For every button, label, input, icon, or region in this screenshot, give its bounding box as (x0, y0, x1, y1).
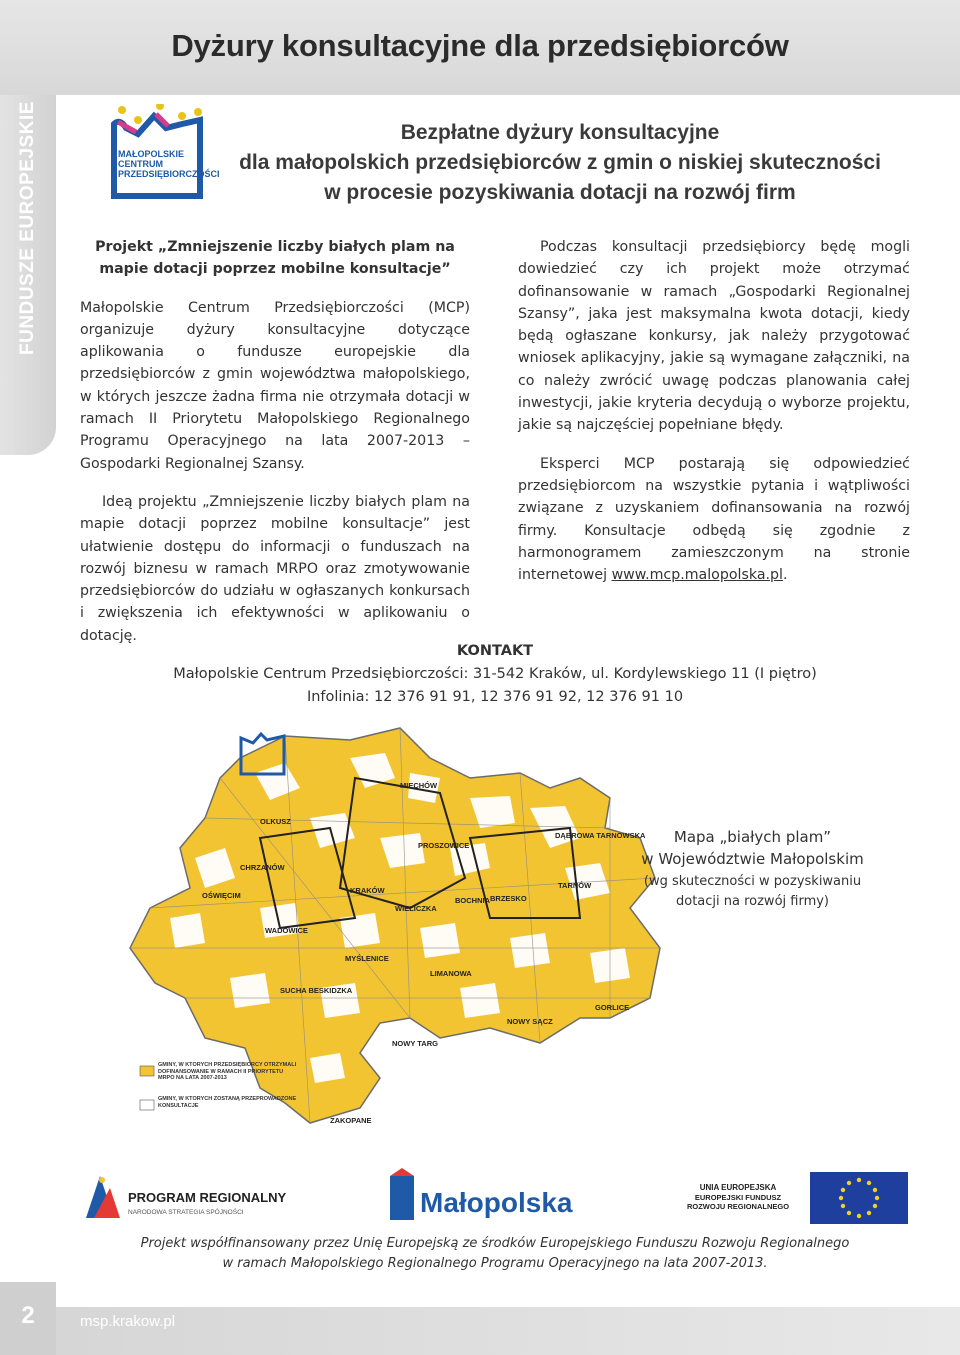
contact-block (0, 640, 960, 709)
map-label-brzesko: BRZESKO (490, 894, 527, 903)
mcp-logo-text: MAŁOPOLSKIE CENTRUM PRZEDSIĘBIORCZOŚCI (118, 149, 220, 179)
svg-text:Małopolska: Małopolska (420, 1187, 573, 1218)
map-label-wadowice: WADOWICE (265, 926, 308, 935)
map-label-nowy-sacz: NOWY SĄCZ (507, 1017, 553, 1026)
map-label-gorlice: GORLICE (595, 1003, 630, 1012)
map-label-miechow: MIECHÓW (400, 781, 438, 790)
headline: Bezpłatne dyżury konsultacyjne dla małopolskich przedsiębiorców z gmin o niskiej skuteczności w procesie pozyskiwania dotacji na rozwój firm (239, 121, 881, 204)
contact-address: Małopolskie Centrum Przedsiębiorczości: 31-542 Kraków, ul. Kordylewskiego 11 (I piętro) (173, 666, 817, 682)
left-para-2: Ideą projektu „Zmniejszenie liczby białych plam na mapie dotacji poprzez mobilne konsultacje” jest ułatwienie dostępu do informacji o funduszach na rozwój biznesu w ramach MRPO oraz zmotywowanie przedsiębiorców do udziału w ogłaszanych konkursach i zwiększenia ich efektywności w aplikowaniu o dotację. (80, 493, 470, 644)
footer-site: msp.krakow.pl (80, 1313, 176, 1330)
map-label-krakow: KRAKÓW (350, 886, 385, 895)
right-para-2: Eksperci MCP postarają się odpowiedzieć przedsiębiorcom na wszystkie pytania i wątpliwości związane z uzyskaniem dofinansowania na rozwój firmy. Konsultacje odbędą się zgodnie z harmonogramem zamieszczonym na stronie internetowej www.mcp.malopolska.pl. (518, 455, 910, 584)
map-label-wieliczka: WIELICZKA (395, 904, 437, 913)
eu-logo (687, 1172, 908, 1224)
right-para-1: Podczas konsultacji przedsiębiorcy będę mogli dowiedzieć czy ich projekt może otrzymać dofinansowanie w ramach „Gospodarki Regionalnej Szansy”, jaka jest maksymalna kwota dotacji, kiedy będą ogłaszane konkursy, jak należy przygotować wniosek aplikacyjny, jakie są wymagane załączniki, na co należy zwrócić uwagę podczas planowania całej inwestycji, jakie kryteria decydują o wyborze projektu, jakie są najczęściej popełniane błędy. (518, 239, 910, 434)
project-title: Projekt „Zmniejszenie liczby białych plam na mapie dotacji poprzez mobilne konsultacje” (95, 239, 455, 278)
map-label-olkusz: OLKUSZ (260, 817, 291, 826)
map-label-oswiecim: OŚWIĘCIM (202, 891, 241, 900)
map-label-bochnia: BOCHNIA (455, 896, 490, 905)
logo-strip (80, 1168, 910, 1228)
region-map (110, 718, 670, 1148)
svg-text:NARODOWA STRATEGIA SPÓJNOŚCI: NARODOWA STRATEGIA SPÓJNOŚCI (128, 1209, 244, 1216)
map-label-proszowice: PROSZOWICE (418, 841, 470, 850)
left-column (80, 236, 470, 663)
map-label-zakopane: ZAKOPANE (330, 1116, 372, 1125)
cofinancing-note: Projekt współfinansowany przez Unię Europejską ze środków Europejskiego Funduszu Rozwoju Regionalnego w ramach Małopolskiego Regionalnego Programu Operacyjnego na lata 2007-2013. (140, 1236, 850, 1271)
map-legend: GMINY, W KTÓRYCH PRZEDSIĘBIORCY OTRZYMALI DOFINANSOWANIE W RAMACH II PRIORYTETU MRPO NA LATA 2007-2013 GMINY, W KTÓRYCH ZOSTANĄ PRZEPROWADZONE KONSULTACJE (140, 1062, 298, 1116)
map-label-chrzanow: CHRZANÓW (240, 863, 285, 872)
svg-text:ROZWOJU REGIONALNEGO: ROZWOJU REGIONALNEGO (686, 1202, 790, 1211)
contact-phones: Infolinia: 12 376 91 91, 12 376 91 92, 12 376 91 10 (306, 689, 684, 705)
contact-heading: KONTAKT (456, 643, 534, 659)
map-label-dabrowa: DĄBROWA TARNOWSKA (555, 831, 646, 840)
left-para-1: Małopolskie Centrum Przedsiębiorczości (MCP) organizuje dyżury konsultacyjne dotyczące aplikowania o fundusze europejskie dla przedsiębiorców z gmin województwa małopolskiego, w których jeszcze żadna firma nie otrzymała dotacji w ramach II Priorytetu Małopolskiego Regionalnego Programu Operacyjnego na lata 2007-2013 – Gospodarki Regionalnej Szansy. (80, 299, 470, 472)
malopolska-logo (390, 1168, 573, 1220)
footer-band (56, 1307, 960, 1355)
svg-text:UNIA EUROPEJSKA: UNIA EUROPEJSKA (699, 1183, 777, 1192)
mcp-website-link[interactable]: www.mcp.malopolska.pl (611, 567, 783, 584)
page-title: Dyżury konsultacyjne dla przedsiębiorców (171, 28, 789, 63)
map-label-tarnow: TARNÓW (558, 881, 592, 890)
svg-text:PROGRAM REGIONALNY: PROGRAM REGIONALNY (128, 1190, 287, 1205)
program-regionalny-logo (80, 1168, 287, 1228)
map-label-nowy-targ: NOWY TARG (392, 1039, 438, 1048)
map-label-sucha: SUCHA BESKIDZKA (280, 986, 353, 995)
map-caption: Mapa „białych plam” w Województwie Małopolskim (wg skuteczności w pozyskiwaniu dotacji na rozwój firmy) (641, 828, 864, 909)
page-number: 2 (21, 1302, 35, 1329)
side-tab-label: FUNDUSZE EUROPEJSKIE (17, 101, 38, 355)
right-column (518, 236, 910, 602)
map-label-myslenice: MYŚLENICE (345, 954, 389, 963)
map-label-limanowa: LIMANOWA (430, 969, 472, 978)
svg-text:EUROPEJSKI FUNDUSZ: EUROPEJSKI FUNDUSZ (694, 1193, 782, 1202)
